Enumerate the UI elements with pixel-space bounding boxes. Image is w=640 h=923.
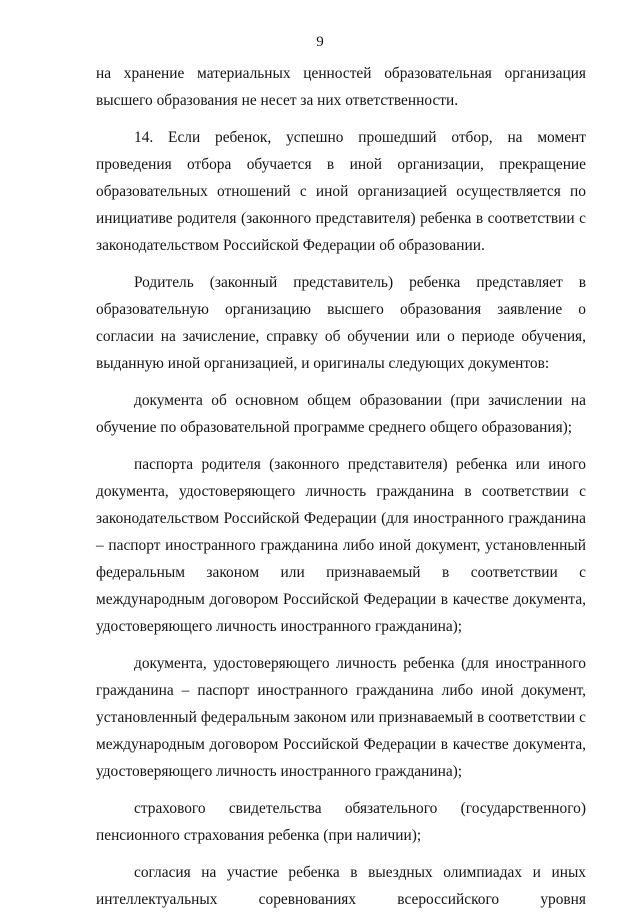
paragraph-continuation: на хранение материальных ценностей образовательная организация высшего образования не несет за них ответственности. [96, 65, 586, 109]
list-item-pension-insurance-certificate: страхового свидетельства обязательного (государственного) пенсионного страхования ребенка (при наличии); [96, 800, 586, 844]
document-body [96, 60, 586, 923]
list-item-child-identity-document: документа, удостоверяющего личность ребенка (для иностранного гражданина – паспорт иностранного гражданина либо иной документ, установленный федеральным законом или признаваемый в соответствии с международным договором Российской Федерации в качестве документа, удостоверяющего личность иностранного гражданина); [96, 655, 586, 780]
list-item-education-document: документа об основном общем образовании (при зачислении на обучение по образовательной программе среднего общего образования); [96, 392, 586, 436]
page-number: 9 [316, 34, 324, 50]
list-item-olympiad-consent: согласия на участие ребенка в выездных олимпиадах и иных интеллектуальных соревнованиях всероссийского уровня [96, 864, 586, 908]
list-item-parent-passport: паспорта родителя (законного представителя) ребенка или иного документа, удостоверяющего личность гражданина в соответствии с законодательством Российской Федерации (для иностранного гражданина – паспорт иностранного гражданина либо иной документ, установленный федеральным законом или признаваемый в соответствии с международным договором Российской Федерации в качестве документа, удостоверяющего личность иностранного гражданина); [96, 456, 586, 635]
paragraph-documents-intro: Родитель (законный представитель) ребенка представляет в образовательную организацию высшего образования заявление о согласии на зачисление, справку об обучении или о периоде обучения, выданную иной организацией, и оригиналы следующих документов: [96, 274, 586, 372]
paragraph-item-14: 14. Если ребенок, успешно прошедший отбор, на момент проведения отбора обучается в иной организации, прекращение образовательных отношений с иной организацией осуществляется по инициативе родителя (законного представителя) ребенка в соответствии с законодательством Российской Федерации об образовании. [96, 129, 586, 254]
